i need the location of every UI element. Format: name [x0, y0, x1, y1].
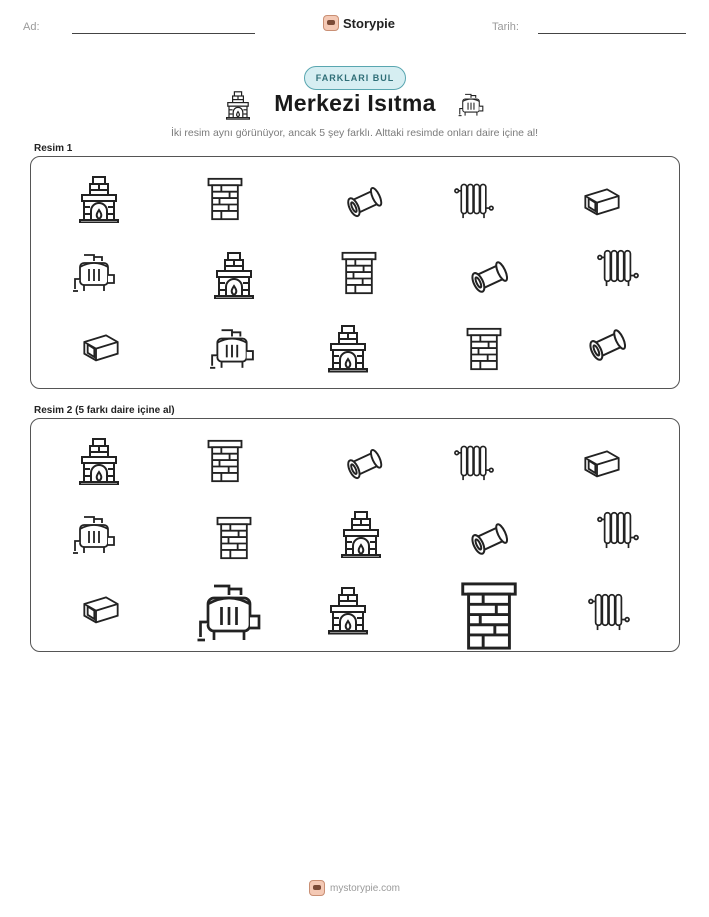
pic2-radiator-icon[interactable]: [596, 507, 640, 549]
pic2-boiler-icon[interactable]: [72, 511, 116, 559]
pic1-boiler-icon: [72, 249, 116, 297]
brand-name: Storypie: [343, 15, 396, 31]
pic1-radiator-icon: [596, 245, 640, 287]
name-label: Ad:: [23, 21, 40, 33]
picture-2-label: Resim 2 (5 farkı daire içine al): [34, 405, 175, 416]
pic2-fireplace-icon[interactable]: [79, 437, 119, 485]
pic1-chimney-icon: [464, 327, 504, 371]
date-label: Tarih:: [492, 21, 519, 33]
pic2-fireplace-icon[interactable]: [341, 510, 381, 558]
pic2-duct-icon[interactable]: [75, 589, 127, 629]
pic2-chimney-icon[interactable]: [459, 581, 519, 651]
picture-2-panel[interactable]: [30, 418, 680, 652]
name-line: [72, 33, 255, 34]
instructions: İki resim aynı görünüyor, ancak 5 şey farklı. Alttaki resimde onları daire içine al!: [170, 127, 539, 139]
pic1-chimney-icon: [339, 251, 379, 295]
pic1-fireplace-icon: [79, 175, 119, 223]
title-boiler-icon: [458, 90, 484, 120]
pic1-duct-icon: [75, 327, 127, 367]
pic2-fireplace-icon[interactable]: [328, 585, 368, 635]
pic1-pipe-icon: [582, 323, 634, 367]
footer: [0, 880, 709, 896]
pic1-pipe-icon: [339, 181, 391, 223]
pic1-boiler-icon: [209, 325, 255, 373]
picture-1-label: Resim 1: [34, 143, 73, 154]
pic2-pipe-icon[interactable]: [339, 443, 391, 485]
pic1-radiator-icon: [451, 179, 497, 219]
pic2-radiator-icon[interactable]: [587, 589, 631, 631]
picture-1-panel: [30, 156, 680, 389]
pic1-pipe-icon: [464, 255, 516, 299]
pic2-radiator-icon[interactable]: [451, 441, 497, 481]
page-title: Merkezi Isıtma: [274, 90, 436, 116]
pic1-fireplace-icon: [214, 251, 254, 299]
brand-logo: [323, 15, 395, 31]
pic2-pipe-icon[interactable]: [464, 517, 516, 561]
storypie-icon: [309, 880, 325, 896]
date-line: [538, 33, 686, 34]
pic1-chimney-icon: [206, 177, 244, 221]
activity-badge: FARKLARI BUL: [304, 66, 406, 90]
pic1-duct-icon: [576, 181, 628, 221]
pic2-chimney-icon[interactable]: [206, 439, 244, 483]
pic2-boiler-icon[interactable]: [196, 577, 262, 649]
pic2-chimney-icon[interactable]: [214, 516, 254, 560]
pic1-fireplace-icon: [328, 323, 368, 373]
footer-site: mystorypie.com: [329, 882, 400, 894]
storypie-icon: [323, 15, 339, 31]
pic2-duct-icon[interactable]: [576, 443, 628, 483]
